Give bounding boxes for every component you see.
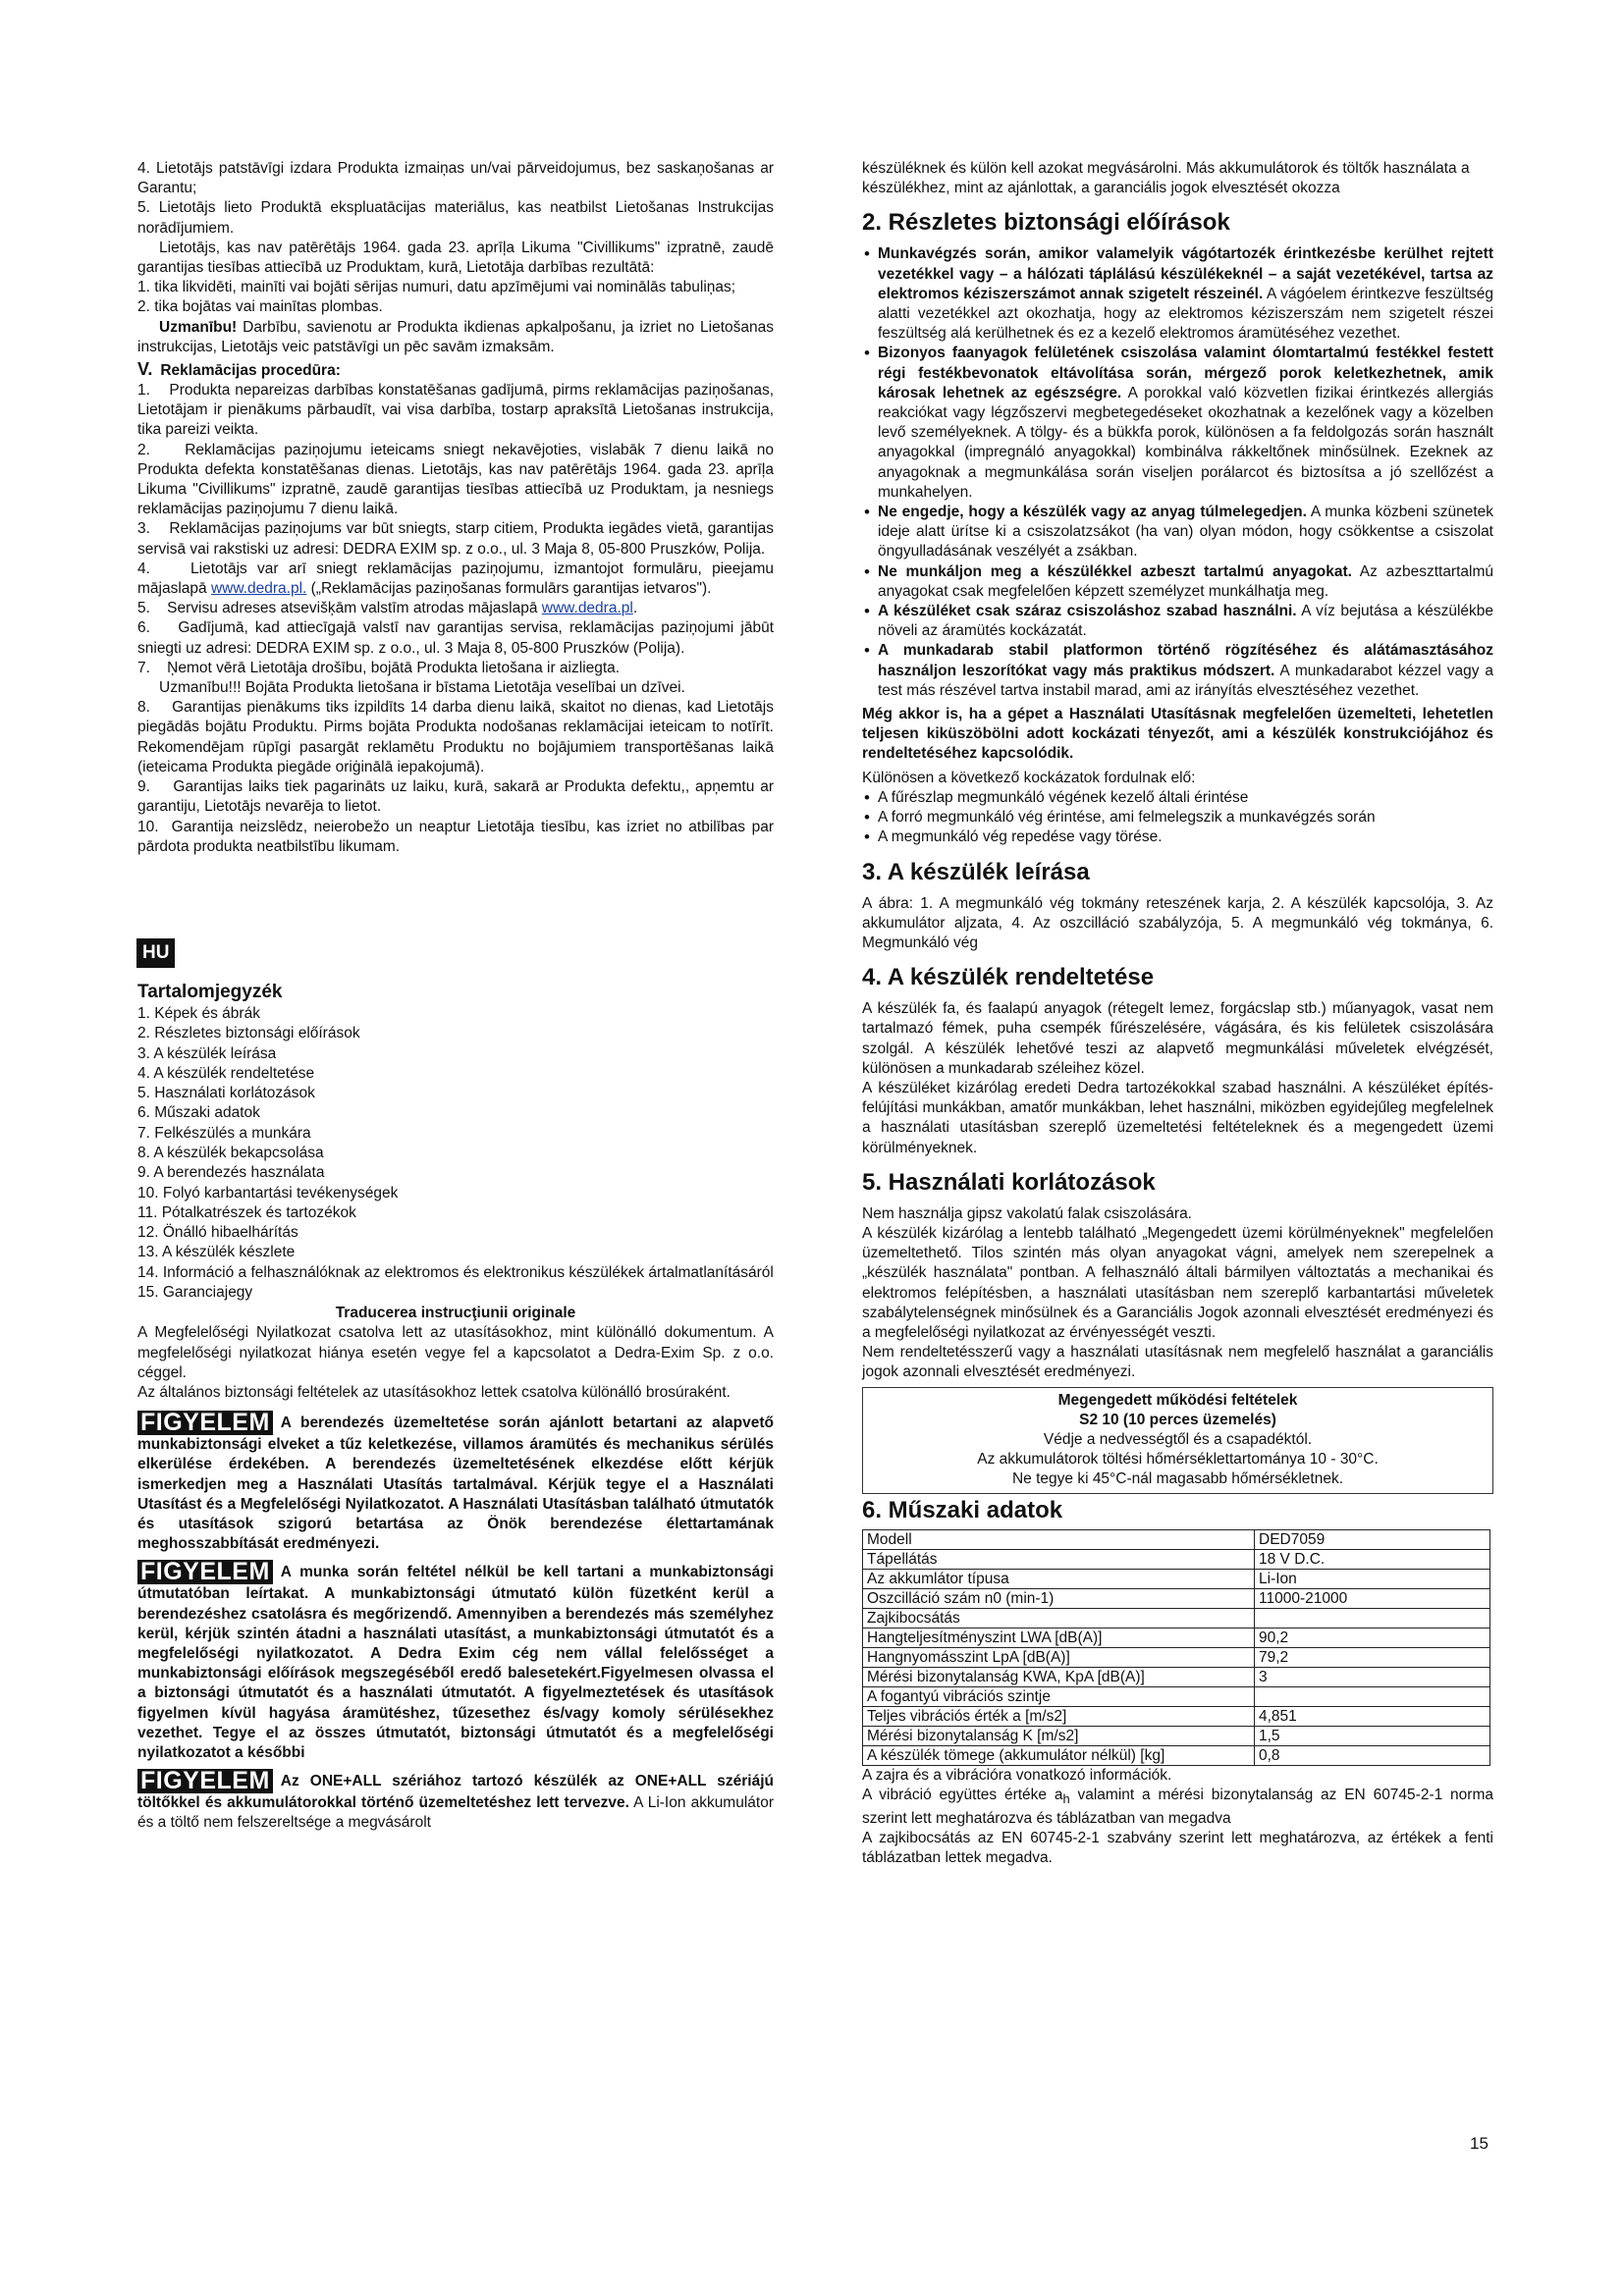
- spec-label: Oszcilláció szám n0 (min-1): [863, 1588, 1255, 1608]
- uzmanibu-warning: Uzmanību!!! Bojāta Produkta lietošana ir bīstama Lietotāja veselībai un dzīvei.: [159, 679, 685, 697]
- reklamacija-item-9: 9. Garantijas laiks tiek pagarināts uz laiku, kurā, sakarā ar Produkta defektu,, apņemtu ar garantiju, Lietotājs nevarēja to lietot.: [137, 778, 774, 816]
- spec-row: [863, 1628, 1490, 1647]
- spec-label: Modell: [863, 1529, 1255, 1549]
- reklamacija-item-5: [137, 599, 774, 618]
- toc-item: 3. A készülék leírása: [137, 1044, 277, 1062]
- right-column: [862, 159, 1493, 1869]
- toc-item: 4. A készülék rendeltetése: [137, 1064, 315, 1082]
- dedra-service-link[interactable]: www.dedra.pl: [541, 600, 633, 617]
- toc-item: 1. Képek és ábrák: [137, 1004, 260, 1022]
- conformity-paragraph: A Megfelelőségi Nyilatkozat csatolva lett az utasításokhoz, mint különálló dokumentum. A megfelelőségi nyilatkozat hiánya esetén vegye fel a kapcsolatot a Dedra-Exim Sp. z o.o. céggel.: [137, 1324, 774, 1381]
- safety-bullet-bold: A munkadarab stabil platformon történő rögzítéséhez és alátámasztásához használjon leszorítókat vagy más praktikus módszert.: [878, 642, 1493, 679]
- spec-label: Zajkibocsátás: [863, 1608, 1255, 1628]
- spec-label: Hangnyomásszint LpA [dB(A)]: [863, 1647, 1255, 1667]
- noise-paragraph: A zajkibocsátás az EN 60745-2-1 szabvány szerint lett meghatározva, az értékek a fenti táblázatban lettek megadva.: [862, 1830, 1493, 1867]
- safety-bullet-bold: Munkavégzés során, amikor valamelyik vágótartozék érintkezésbe kerülhet rejtett vezetékkel vagy – a hálózati táplálású készülékeknél – a saját vezetékével, tartsa az elektromos kéziszerszámot annak szigetelt részeinél.: [878, 245, 1493, 302]
- section-v-label: Reklamācijas procedūra:: [160, 362, 341, 380]
- reklamacija-item-6: 6. Gadījumā, kad attiecīgajā valstī nav garantijas servisa, reklamācijas paziņojumi jābūt sniegti uz adresi: DEDRA EXIM sp. z o.o., ul. 3 Maja 8, 05-800 Pruszków (Polija).: [137, 619, 774, 657]
- safety-bullet-text: Az azbeszttartalmú anyagokat csak megfelelően képzett személyzet munkálhatja meg.: [878, 562, 1493, 600]
- figyelem-label: FIGYELEM: [137, 1769, 273, 1793]
- toc-item: 7. Felkészülés a munkára: [137, 1124, 311, 1142]
- spec-value: 4,851: [1255, 1706, 1490, 1726]
- section-3-heading: 3. A készülék leírása: [862, 858, 1090, 885]
- brochure-paragraph: Az általános biztonsági feltételek az utasításokhoz lettek csatolva különálló brosúraként.: [137, 1383, 731, 1401]
- toc-item: 8. A készülék bekapcsolása: [137, 1144, 324, 1161]
- safety-bullet-bold: Bizonyos faanyagok felületének csiszolása valamint ólomtartalmú festékkel festett régi festékbevonatok eltávolítása során, mérgező porok keletkezhetnek, amik károsak lehetnek az egészségre.: [878, 345, 1493, 401]
- spec-value: [1255, 1686, 1490, 1706]
- safety-bullet-text: A munka közbeni szünetek ideje alatt ürítse ki a csiszolatzsákot (ha van) olyan módon, hogy csökkentse a csiszolat öngyulladásának veszélyét a zsákban.: [878, 504, 1494, 561]
- section-2-heading: 2. Részletes biztonsági előírások: [862, 209, 1230, 237]
- warning-block-2: [137, 1560, 774, 1763]
- box-line: Védje a nedvességtől és a csapadéktól.: [1043, 1430, 1313, 1448]
- reklamacija-item-4: [137, 560, 774, 599]
- safety-bullet: [862, 641, 1493, 701]
- risk-item-text: • A fűrészlap megmunkáló végének kezelő általi érintése: [878, 788, 1249, 806]
- uzmanibu-text: Darbību, savienotu ar Produkta ikdienas apkalpošanu, ja izriet no Lietošanas instrukcijas, Lietotājs veic patstāvīgi un pēc savām izmaksām.: [137, 318, 774, 355]
- spec-value: 18 V D.C.: [1255, 1549, 1490, 1569]
- safety-bullet-bold: Ne munkáljon meg a készülékkel azbeszt tartalmú anyagokat.: [878, 562, 1352, 580]
- spec-row: [863, 1608, 1490, 1628]
- vibration-text: A vibráció együttes értéke a: [862, 1786, 1063, 1803]
- spec-label: Tápellátás: [863, 1549, 1255, 1569]
- safety-bullet: [862, 602, 1493, 641]
- reklamacija-item-5-tail: .: [632, 600, 638, 617]
- reklamacija-item-3: 3. Reklamācijas paziņojums var būt sniegts, starp citiem, Produkta iegādes vietā, garantijas servisā vai rakstiski uz adresi: DEDRA EXIM sp. z o.o., ul. 3 Maja 8, 05-800 Pruszków, Polija.: [137, 520, 774, 558]
- box-subtitle: S2 10 (10 perces üzemelés): [1079, 1411, 1276, 1428]
- risk-item: [862, 808, 1493, 828]
- figyelem-label: FIGYELEM: [137, 1560, 273, 1584]
- section-v-heading: [137, 359, 774, 381]
- left-column: [137, 159, 774, 1834]
- spec-value: 3: [1255, 1667, 1490, 1686]
- toc-item: 11. Pótalkatrészek és tartozékok: [137, 1203, 356, 1221]
- reklamacija-item-5-text: 5. Servisu adreses atsevišķām valstīm atrodas mājaslapā: [137, 600, 542, 617]
- section-6-heading: 6. Műszaki adatok: [862, 1496, 1063, 1523]
- spec-row: [863, 1529, 1490, 1549]
- warning-text-1: A berendezés üzemeltetése során ajánlott betartani az alapvető munkabiztonsági elveket a tűz keletkezése, villamos áramütés és mechanikus sérülés elkerülése érdekében. A berendezés üzemeltetésének elkezdése előtt kérjük ismerkedjen meg a Használati Utasítás tartalmával. Kérjük tegye el a Használati Utasítást és a Megfelelőségi Nyilatkozatot. A Használati Utasításban található útmutatók és utasítások szigorú betartása az Önök berendezése élettartamának meghosszabbítását eredményezi.: [137, 1415, 774, 1553]
- spec-row: [863, 1745, 1490, 1765]
- section-4-heading: 4. A készülék rendeltetése: [862, 964, 1155, 991]
- spec-row: [863, 1706, 1490, 1726]
- section-v-roman: V.: [137, 359, 153, 380]
- warranty-item-5: 5. Lietotājs lieto Produktā ekspluatācijas materiālus, kas neatbilst Lietošanas Instrukcijas norādījumiem.: [137, 199, 774, 237]
- toc-item: 10. Folyó karbantartási tevékenységek: [137, 1184, 399, 1201]
- safety-bullet: [862, 562, 1493, 602]
- safety-bullet-text: A víz bejutása a készülékbe növeli az áramütés kockázatát.: [878, 603, 1494, 640]
- residual-risk-intro: Különösen a következő kockázatok fordulnak elő:: [862, 769, 1196, 786]
- vibration-paragraph: [862, 1786, 1493, 1830]
- warning-text-2: A munka során feltétel nélkül be kell tartani a munkabiztonsági útmutatóban leírtakat. A munkabiztonsági útmutató külön füzetként kerül a berendezéshez csatolásra és megőrizendő. Amennyiben a berendezés más személyhez kerül, kérjük szintén átadni a használati utasítást, a munkabiztonsági útmutatót és a megfelelőségi nyilatkozatot. A Dedra Exim cég nem vállal felelősséget a munkabiztonsági előírások megszegéséből eredő balesetekért.Figyelmesen olvassa el a biztonsági útmutatót és a használati útmutatót. A figyelmeztetések és utasítások figyelmen kívül hagyása áramütéshez, tűzesethez és/vagy komoly sérülésekhez vezethet. Tegye el az összes útmutatót, biztonsági útmutatót és a megfelelőségi nyilatkozatot a későbbi: [137, 1564, 774, 1762]
- reklamacija-item-10: 10. Garantija neizslēdz, neierobežo un neaptur Lietotāja tiesību, kas izriet no atbilības par pārdota produkta neatbilstību likumam.: [137, 818, 774, 855]
- spec-value: 0,8: [1255, 1745, 1490, 1765]
- section-3-text: A ábra: 1. A megmunkáló vég tokmány reteszének karja, 2. A készülék kapcsolója, 3. Az akkumulátor aljzata, 4. Az oszcilláció szabályzója, 5. A megmunkáló vég tokmánya, 6. Megmunkáló vég: [862, 894, 1493, 951]
- reklamacija-item-1: 1. Produkta nepareizas darbības konstatēšanas gadījumā, pirms reklamācijas paziņošanas, Lietotājam ir pienākums pārbaudīt, vai visa darbība, tostarp apraksītā Lietošanas instrukcija, tika pareizi veikta.: [137, 382, 774, 439]
- warning-text-3: A Li-Ion akkumulátor és a töltő nem felszereltsége a megvásárolt: [137, 1794, 774, 1832]
- table-of-contents: [137, 1004, 774, 1303]
- toc-item: 5. Használati korlátozások: [137, 1085, 315, 1102]
- section-5-text-c: Nem rendeltetésszerű vagy a használati utasításnak nem megfelelő használat a garanciális jogok azonnali elvesztését eredményezi.: [862, 1344, 1493, 1381]
- vibration-text-tail: valamint a mérési bizonytalanság az EN 60745-2-1 norma szerint lett meghatározva és táblázatban van megadva: [862, 1786, 1493, 1828]
- toc-item: 13. A készülék készlete: [137, 1244, 296, 1261]
- spec-value: DED7059: [1255, 1529, 1490, 1549]
- risk-item-text: • A megmunkáló vég repedése vagy törése.: [878, 828, 1163, 846]
- safety-bullet: [862, 244, 1493, 344]
- spec-row: [863, 1726, 1490, 1745]
- spec-label: A készülék tömege (akkumulátor nélkül) [kg]: [863, 1745, 1255, 1765]
- uzmanibu-note: [137, 318, 774, 357]
- operating-conditions-box: [862, 1387, 1493, 1494]
- uzmanibu-label: Uzmanību!: [159, 318, 238, 336]
- safety-bullet-bold: Ne engedje, hogy a készülék vagy az anyag túlmelegedjen.: [878, 504, 1307, 521]
- spec-value: Li-Ion: [1255, 1569, 1490, 1588]
- translation-note: Traducerea instrucţiunii originale: [335, 1305, 576, 1322]
- lietotajs-item-2: 2. tika bojātas vai mainītas plombas.: [137, 298, 383, 316]
- safety-bullet-text: A munkadarabot kézzel vagy a test más részével tartva instabil marad, ami az irányítás elvesztéséhez vezethet.: [878, 662, 1493, 699]
- reklamacija-item-4-tail: („Reklamācijas paziņošanas formulārs garantijas ietvaros").: [306, 580, 712, 598]
- reklamacija-item-8: 8. Garantijas pienākums tiks izpildīts 14 darba dienu laikā, skaitot no dienas, kad Lietotājs piegādās bojātu Produktu. Pirms bojāta Produkta nodošanas reklamācijai ieteicam to notīrīt. Rekomendējam rūpīgi pasargāt reklamētu Produktu no bojājumiem transportēšanas laikā (ieteicama Produkta piegāde oriģinālā iepakojumā).: [137, 699, 774, 775]
- spec-value: 79,2: [1255, 1647, 1490, 1667]
- box-line: Ne tegye ki 45°C-nál magasabb hőmérsékletnek.: [1011, 1470, 1344, 1488]
- spec-label: Mérési bizonytalanság K [m/s2]: [863, 1726, 1255, 1745]
- residual-risk-paragraph: Még akkor is, ha a gépet a Használati Utasításnak megfelelően üzemelteti, lehetetlen teljesen kiküszöbölni adott kockázati tényezőt, ami a készülék konstrukciójához és rendeltetéséhez kapcsolódik.: [862, 706, 1493, 763]
- spec-value: 90,2: [1255, 1628, 1490, 1647]
- safety-bullet: [862, 344, 1493, 503]
- vibration-subscript: h: [1062, 1790, 1070, 1806]
- spec-label: Hangteljesítményszint LWA [dB(A)]: [863, 1628, 1255, 1647]
- spec-label: Az akkumlátor típusa: [863, 1569, 1255, 1588]
- reklamacija-item-7: 7. Ņemot vērā Lietotāja drošību, bojātā Produkta lietošana ir aizliegta.: [137, 659, 621, 676]
- warning-text-3-bold: Az ONE+ALL szériához tartozó készülék az ONE+ALL szériájú töltőkkel és akkumulátorokkal történő üzemeltetéshez lett tervezve.: [137, 1773, 774, 1812]
- spec-row: [863, 1686, 1490, 1706]
- toc-item: 6. Műszaki adatok: [137, 1104, 260, 1122]
- risk-item: [862, 828, 1493, 847]
- spec-label: A fogantyú vibrációs szintje: [863, 1686, 1255, 1706]
- section-5-text-b: A készülék kizárólag a lentebb található „Megengedett üzemi körülményeknek" megfelelően üzemeltethető. Tilos szintén más olyan anyagokat vágni, amelyek nem szerepelnek a „készülék használata" pontban. A felhasználó általi bármilyen változtatás a mechanikai és elektromos felépítésben, a használati utasításban nem szereplő karbantartási műveletek szabálytelenségnek minősülnek és a Garanciális Jogok azonnali elvesztését eredményezi és a megfelelőségi nyilatkozat az érvényességét veszti.: [862, 1224, 1493, 1341]
- safety-bullet-bold: A készüléket csak száraz csiszoláshoz szabad használni.: [878, 603, 1297, 620]
- page-number: 15: [1470, 2134, 1489, 2153]
- box-title: Megengedett működési feltételek: [1057, 1391, 1298, 1409]
- reklamacija-item-4-text: 4. Lietotājs var arī sniegt reklamācijas paziņojumu, izmantojot formulāru, pieejamu mājaslapā: [137, 560, 774, 598]
- spec-row: [863, 1549, 1490, 1569]
- box-line: Az akkumulátorok töltési hőmérséklettartománya 10 - 30°C.: [977, 1451, 1379, 1468]
- spec-value: [1255, 1608, 1490, 1628]
- lietotajs-item-1: 1. tika likvidēti, mainīti vai bojāti sērijas numuri, datu apzīmējumi vai nominālās tabuliņas;: [137, 279, 736, 296]
- reklamacija-item-2: 2. Reklamācijas paziņojumu ieteicams sniegt nekavējoties, vislabāk 7 dienu laikā no Produkta defekta konstatēšanas dienas. Lietotājs, kas nav patērētājs 1964. gada 23. aprīļa Likuma "Civillikums" izpratnē, zaudē garantijas tiesības attiecībā uz Produktam, ja nesniegs reklamācijas paziņojumu 7 dienu laikā.: [137, 441, 774, 518]
- section-4-text-a: A készülék fa, és faalapú anyagok (rétegelt lemez, forgácslap stb.) műanyagok, vasat nem tartalmazó fémek, puha csempék fűrészelésére, vágására, és kis felületek csiszolására szolgál. A készülék lehetővé teszi az alapvető megmunkálási műveletek elvégzését, különösen a munkadarab széleihez közel.: [862, 1000, 1493, 1077]
- safety-bullet-text: A porokkal való közvetlen fizikai érintkezés allergiás reakciókat vagy légzőszervi megbetegedéseket okozhatnak a kezelőnek vagy a közelben levő személyeknek. A tölgy- és a bükkfa porok, különösen a fa feldolgozás során használt anyagokkal (impregnáló anyagokkal) kombinálva rákkeltőnek minősülnek. Ezeknek az anyagoknak a megmunkálása során viseljen porálarcot és biztosítsa a jó szellőzést a munkahelyen.: [878, 384, 1493, 501]
- lietotajs-paragraph: Lietotājs, kas nav patērētājs 1964. gada 23. aprīļa Likuma "Civillikums" izpratnē, zaudē garantijas tiesības attiecībā uz Produktam, kurā, Lietotāja darbības rezultātā:: [137, 239, 774, 277]
- warning-block-1: [137, 1411, 774, 1554]
- risk-item: [862, 788, 1493, 808]
- safety-bullet: [862, 503, 1493, 562]
- toc-item: 15. Garanciajegy: [137, 1284, 253, 1302]
- spec-row: [863, 1647, 1490, 1667]
- spec-table: [862, 1529, 1490, 1766]
- risk-item-text: • A forró megmunkáló vég érintése, ami felmelegszik a munkavégzés során: [878, 809, 1376, 827]
- section-5-text-a: Nem használja gipsz vakolatú falak csiszolására.: [862, 1204, 1192, 1222]
- spec-label: Teljes vibrációs érték a [m/s2]: [863, 1706, 1255, 1726]
- dedra-form-link[interactable]: www.dedra.pl.: [210, 580, 307, 598]
- intro-paragraph: készüléknek és külön kell azokat megvásárolni. Más akkumulátorok és töltők használata a készülékhez, mint az ajánlottak, a garanciális jogok elvesztését okozza: [862, 160, 1470, 197]
- spec-row: [863, 1569, 1490, 1588]
- spec-row: [863, 1667, 1490, 1686]
- spec-value: 1,5: [1255, 1726, 1490, 1745]
- figyelem-label: FIGYELEM: [137, 1411, 273, 1435]
- toc-item: 2. Részletes biztonsági előírások: [137, 1025, 360, 1042]
- spec-value: 11000-21000: [1255, 1588, 1490, 1608]
- toc-item: 14. Információ a felhasználóknak az elektromos és elektronikus készülékek ártalmatlanításáról: [137, 1263, 774, 1281]
- section-4-text-b: A készüléket kizárólag eredeti Dedra tartozékokkal szabad használni. A készüléket építés-felújítási munkákban, amatőr munkákban, lehet használni, miközben egyidejűleg megfelelnek a használati utasításban szereplő üzemeltetési feltételeknek és a megengedett üzemi körülményeknek.: [862, 1079, 1493, 1156]
- spec-row: [863, 1588, 1490, 1608]
- warning-block-3: [137, 1769, 774, 1833]
- noise-vibration-note: A zajra és a vibrációra vonatkozó információk.: [862, 1766, 1172, 1784]
- section-5-heading: 5. Használati korlátozások: [862, 1168, 1156, 1196]
- safety-bullet-text: A vágóelem érintkezve feszültség alatti vezetékkel azt okozhatja, hogy az elektromos kéziszerszám nem szigetelt részei feszültség alá kerülhetnek és ez a kezelő elektromos áramütéséhez vezethet.: [878, 285, 1493, 343]
- toc-item: 9. A berendezés használata: [137, 1164, 325, 1182]
- toc-title: Tartalomjegyzék: [137, 981, 283, 1002]
- warranty-item-4: 4. Lietotājs patstāvīgi izdara Produkta izmaiņas un/vai pārveidojumus, bez saskaņošanas ar Garantu;: [137, 160, 774, 197]
- language-badge-hu: HU: [137, 939, 174, 967]
- toc-item: 12. Önálló hibaelhárítás: [137, 1224, 298, 1242]
- spec-label: Mérési bizonytalanság KWA, KpA [dB(A)]: [863, 1667, 1255, 1686]
